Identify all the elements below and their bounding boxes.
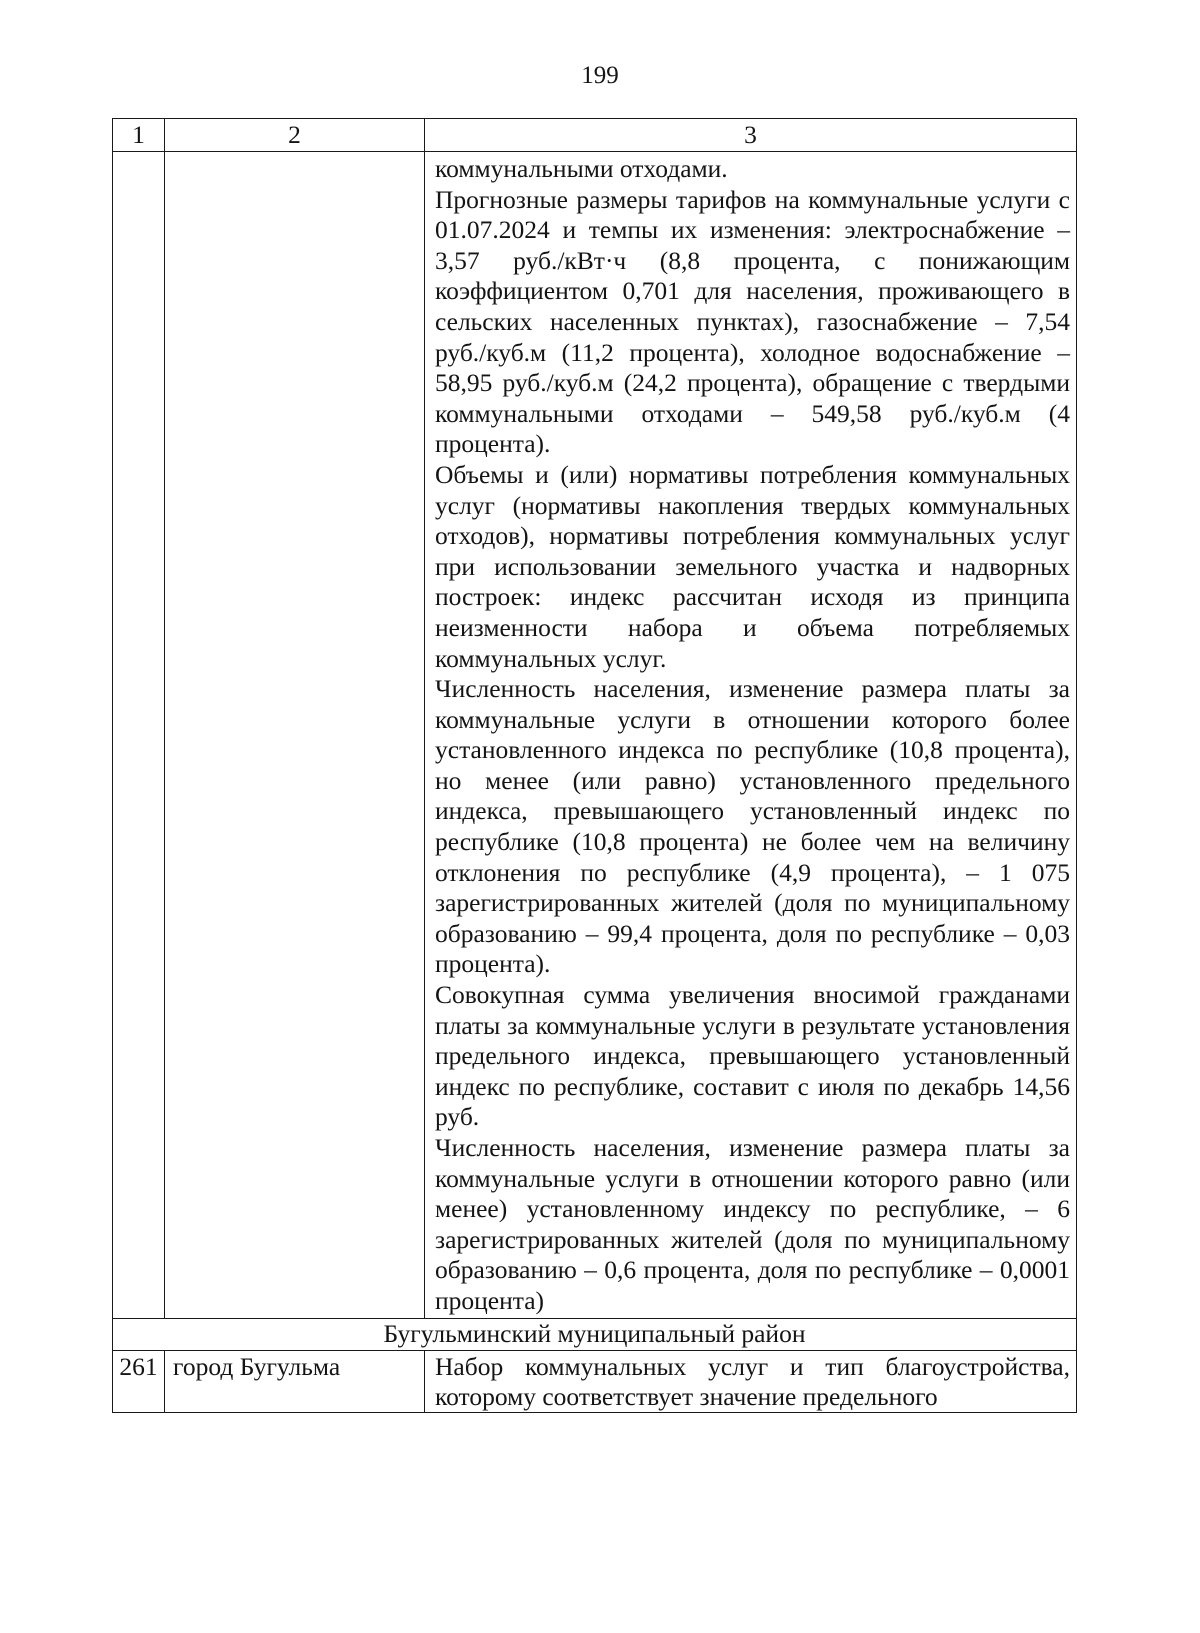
paragraph-population-equal: Численность населения, изменение размера платы за коммунальные услуги в отношении которого равно (или менее) установленному индексу по республике, – 6 зарегистрированных жителей (доля по муниципальному образованию – 0,6 процента, доля по республике – 0,0001 процента) bbox=[435, 1133, 1070, 1315]
district-heading-row bbox=[113, 1318, 1077, 1350]
continuation-text-cell bbox=[425, 152, 1077, 1319]
paragraph-population-above: Численность населения, изменение размера платы за коммунальные услуги в отношении которого более установленного индекса по республике (10,8 процента), но менее (или равно) установленного предельного индекса, превышающего установленный индекс по республике (10,8 процента) не более чем на величину отклонения по республике (4,9 процента), – 1 075 зарегистрированных жителей (доля по муниципальному образованию – 99,4 процента, доля по республике – 0,03 процента). bbox=[435, 674, 1070, 979]
header-col-3: 3 bbox=[425, 119, 1077, 152]
paragraph-1: коммунальными отходами. bbox=[435, 154, 728, 183]
continuation-col-1 bbox=[113, 152, 165, 1319]
table-row-261 bbox=[113, 1350, 1077, 1412]
table-row-continuation bbox=[113, 152, 1077, 1319]
header-col-1: 1 bbox=[113, 119, 165, 152]
row-number: 261 bbox=[113, 1350, 165, 1412]
tariff-table bbox=[112, 118, 1077, 1413]
paragraph-tariffs: Прогнозные размеры тарифов на коммунальные услуги с 01.07.2024 и темпы их изменения: электроснабжение – 3,57 руб./кВт·ч (8,8 процента, с понижающим коэффициентом 0,701 для населения, проживающего в сельских населенных пунктах), газоснабжение – 7,54 руб./куб.м (11,2 процента), холодное водоснабжение – 58,95 руб./куб.м (24,2 процента), обращение с твердыми коммунальными отходами – 549,58 руб./куб.м (4 процента). bbox=[435, 184, 1070, 459]
header-col-2: 2 bbox=[165, 119, 425, 152]
municipality-name: город Бугульма bbox=[165, 1350, 425, 1412]
table-header-row bbox=[113, 119, 1077, 152]
row-text: Набор коммунальных услуг и тип благоустройства, которому соответствует значение предельного bbox=[425, 1350, 1077, 1412]
page-number: 199 bbox=[581, 62, 619, 89]
continuation-col-2 bbox=[165, 152, 425, 1319]
district-heading: Бугульминский муниципальный район bbox=[113, 1318, 1077, 1350]
paragraph-volumes: Объемы и (или) нормативы потребления коммунальных услуг (нормативы накопления твердых коммунальных отходов), нормативы потребления коммунальных услуг при использовании земельного участка и надворных построек: индекс рассчитан исходя из принципа неизменности набора и объема потребляемых коммунальных услуг. bbox=[435, 459, 1070, 673]
paragraph-total-sum: Совокупная сумма увеличения вносимой гражданами платы за коммунальные услуги в результате установления предельного индекса, превышающего установленный индекс по республике, составит с июля по декабрь 14,56 руб. bbox=[435, 980, 1070, 1132]
